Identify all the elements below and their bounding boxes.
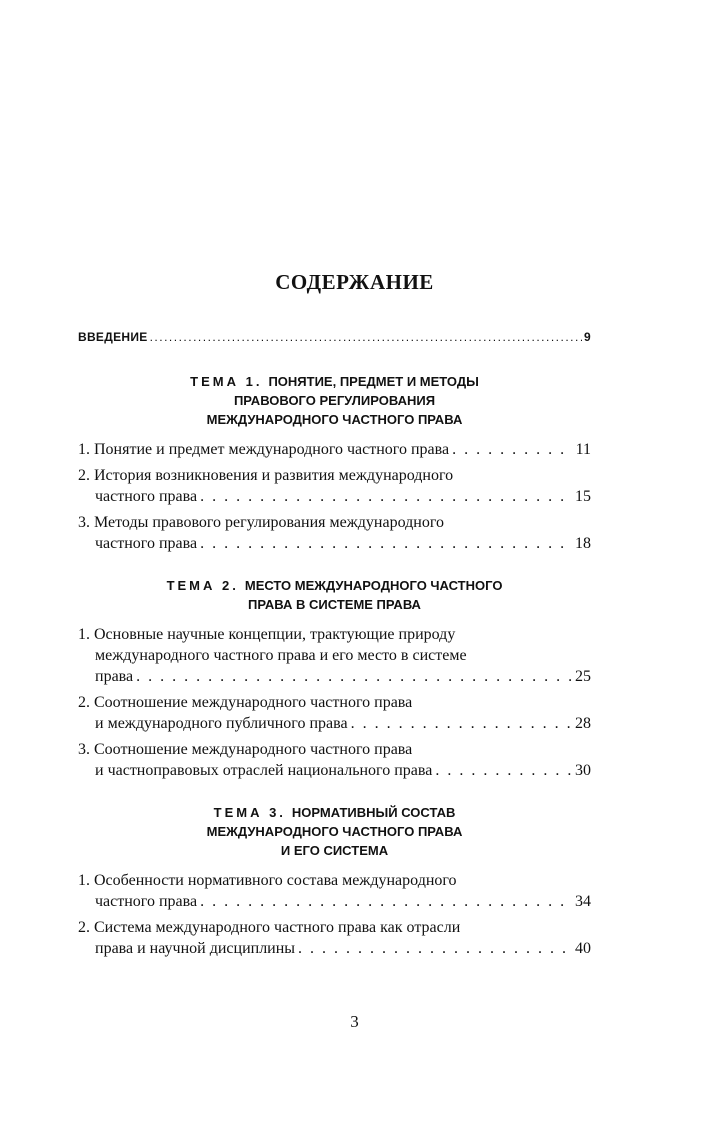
topic-label: ТЕМА 2.	[166, 578, 239, 593]
topic-heading	[78, 803, 591, 860]
toc-entry-page: 28	[575, 715, 591, 732]
toc-entry-text: и международного публичного права	[95, 715, 348, 732]
toc-entry[interactable]	[78, 739, 591, 781]
topic-heading-text: МЕЖДУНАРОДНОГО ЧАСТНОГО ПРАВА	[206, 412, 463, 427]
toc-entry-text: частного права	[95, 535, 198, 552]
toc-topic-section	[78, 372, 591, 554]
toc-entry[interactable]	[78, 512, 591, 554]
toc-entry-text: 1. Основные научные концепции, трактующие природу	[78, 626, 456, 643]
toc-entry-last-line	[78, 439, 591, 460]
page-number: 3	[350, 1012, 359, 1031]
topic-label: ТЕМА 3.	[213, 805, 286, 820]
toc-intro-page: 9	[584, 330, 591, 344]
topic-heading-text: МЕСТО МЕЖДУНАРОДНОГО ЧАСТНОГО	[244, 578, 503, 593]
toc-entry-last-line	[78, 533, 591, 554]
topic-heading-line	[78, 576, 591, 595]
topic-heading-line	[78, 822, 591, 841]
toc-entry-last-line	[78, 938, 591, 959]
toc-entry-page: 18	[575, 535, 591, 552]
topic-heading-text: МЕЖДУНАРОДНОГО ЧАСТНОГО ПРАВА	[206, 824, 463, 839]
toc-entry-text: частного права	[95, 488, 198, 505]
dot-leader	[452, 439, 573, 460]
toc-entry-last-line	[78, 760, 591, 781]
toc-entry-page: 11	[575, 441, 591, 458]
toc-entry-text: международного частного права и его место в системе	[95, 647, 467, 664]
toc-intro-entry[interactable]	[78, 330, 591, 352]
toc-entry-text: и частноправовых отраслей национального права	[95, 762, 433, 779]
toc-entry-text: 3. Соотношение международного частного права	[78, 741, 413, 758]
toc-entry-page: 25	[575, 668, 591, 685]
page-title: СОДЕРЖАНИЕ	[275, 270, 434, 294]
toc-topic-section	[78, 803, 591, 959]
toc-entry[interactable]	[78, 624, 591, 687]
topic-heading-line	[78, 372, 591, 391]
toc-entry-page: 15	[575, 488, 591, 505]
topic-heading-text: НОРМАТИВНЫЙ СОСТАВ	[291, 805, 456, 820]
toc-entry-last-line	[78, 713, 591, 734]
table-of-contents	[78, 330, 591, 964]
toc-entry-text: 2. Соотношение международного частного права	[78, 694, 413, 711]
toc-topic-section	[78, 576, 591, 781]
toc-entry-last-line	[78, 891, 591, 912]
dot-leader	[200, 486, 572, 507]
toc-entry[interactable]	[78, 465, 591, 507]
topic-heading-text: ПРАВА В СИСТЕМЕ ПРАВА	[248, 597, 421, 612]
topic-heading-line	[78, 410, 591, 429]
dot-leader	[200, 891, 572, 912]
toc-entry-text: 2. История возникновения и развития международного	[78, 467, 454, 484]
toc-entry-last-line	[78, 666, 591, 687]
toc-entry-text: 2. Система международного частного права как отрасли	[78, 919, 461, 936]
toc-entry-text: 1. Особенности нормативного состава международного	[78, 872, 457, 889]
topic-heading-line	[78, 595, 591, 614]
toc-topics	[78, 372, 591, 959]
topic-heading	[78, 576, 591, 614]
topic-heading-line	[78, 803, 591, 822]
dot-leader	[435, 760, 572, 781]
dot-leader	[136, 666, 572, 687]
toc-entry-page: 30	[575, 762, 591, 779]
toc-entry-last-line	[78, 486, 591, 507]
toc-entry-page: 40	[575, 940, 591, 957]
topic-heading-text: ПРАВОВОГО РЕГУЛИРОВАНИЯ	[233, 393, 436, 408]
toc-entry-text: права	[95, 668, 134, 685]
toc-entry[interactable]	[78, 917, 591, 959]
topic-heading	[78, 372, 591, 429]
topic-label: ТЕМА 1.	[190, 374, 263, 389]
toc-entry-text: частного права	[95, 893, 198, 910]
toc-entry-page: 34	[575, 893, 591, 910]
dot-leader	[150, 330, 582, 344]
topic-heading-line	[78, 841, 591, 860]
toc-entry[interactable]	[78, 692, 591, 734]
dot-leader	[200, 533, 572, 554]
toc-entry-text: 3. Методы правового регулирования международного	[78, 514, 444, 531]
toc-entry-text: права и научной дисциплины	[95, 940, 296, 957]
topic-heading-text: ПОНЯТИЕ, ПРЕДМЕТ И МЕТОДЫ	[268, 374, 479, 389]
toc-entry[interactable]	[78, 870, 591, 912]
dot-leader	[298, 938, 572, 959]
dot-leader	[351, 713, 572, 734]
toc-entry-text: 1. Понятие и предмет международного частного права	[78, 441, 450, 458]
topic-heading-text: И ЕГО СИСТЕМА	[280, 843, 389, 858]
toc-entry[interactable]	[78, 439, 591, 460]
topic-heading-line	[78, 391, 591, 410]
toc-intro-label: ВВЕДЕНИЕ	[78, 330, 148, 344]
